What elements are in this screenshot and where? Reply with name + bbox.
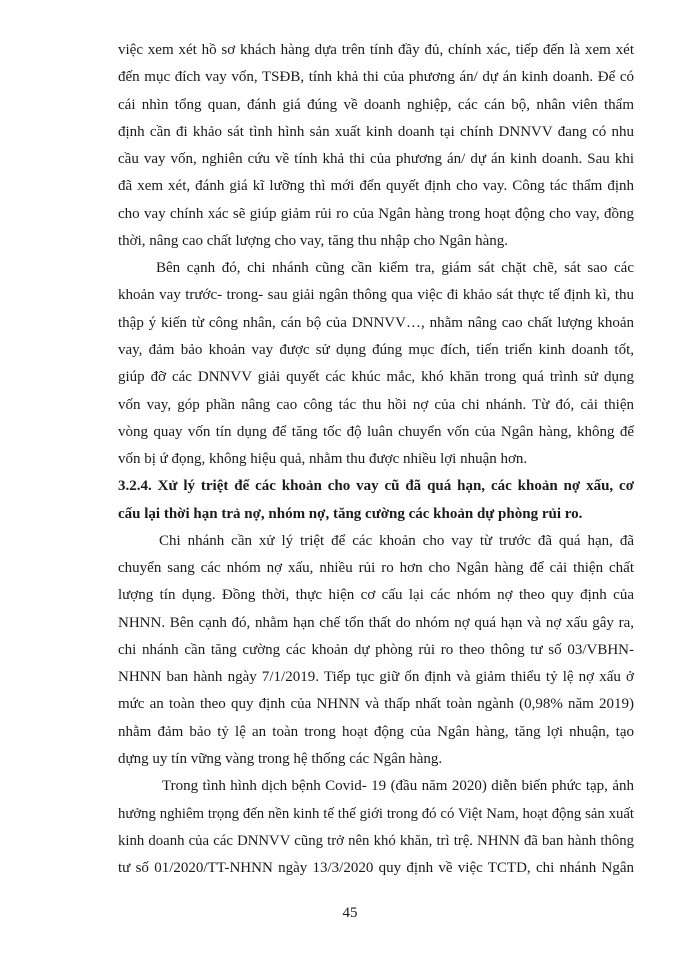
paragraph-line: nhằm đảm bảo tỷ lệ an toàn trong hoạt động của Ngân hàng, tăng lợi nhuận, tạo [118,723,634,740]
paragraph-line: NHNN. Bên cạnh đó, nhằm hạn chế tổn thất do nhóm nợ quá hạn và nợ xấu gây ra, [118,614,634,631]
paragraph-line: NHNN ban hành ngày 7/1/2019. Tiếp tục giữ ổn định và giảm thiểu tỷ lệ nợ xấu ở [118,669,634,686]
paragraph-line: lượng tín dụng. Đồng thời, thực hiện cơ cấu lại các nhóm nợ theo quy định của [118,587,634,604]
paragraph-line: cầu vay vốn, nghiên cứu về tính khả thi của phương án/ dự án kinh doanh. Sau khi [118,151,634,168]
paragraph-line: Chi nhánh cần xử lý triệt để các khoản cho vay từ trước đã quá hạn, đã [159,532,634,549]
paragraph-line: đã xem xét, đánh giá kĩ lưỡng thì mới đến quyết định cho vay. Công tác thẩm định [118,178,634,195]
paragraph-line: hưởng nghiêm trọng đến nền kinh tế thế giới trong đó có Việt Nam, hoạt động sản xuất [118,805,634,822]
paragraph-line: đến mục đích vay vốn, TSĐB, tính khả thi của phương án/ dự án kinh doanh. Để có [118,69,634,86]
paragraph-line: cho vay chính xác sẽ giúp giảm rủi ro của Ngân hàng trong hoạt động cho vay, đồng [118,205,634,222]
paragraph-line: mức an toàn theo quy định của NHNN và thấp nhất toàn ngành (0,98% năm 2019) [118,696,634,713]
paragraph-line: chuyển sang các nhóm nợ xấu, nhiều rủi ro hơn cho Ngân hàng để cải thiện chất [118,560,634,577]
paragraph-line: vay, đảm bảo khoản vay được sử dụng đúng mục đích, tiến triển kinh doanh tốt, [118,341,634,358]
paragraph-line: thập ý kiến từ công nhân, cán bộ của DNNVV…, nhằm nâng cao chất lượng khoản [118,314,634,331]
paragraph-line: chi nhánh cần tăng cường các khoản dự phòng rủi ro theo thông tư số 03/VBHN- [118,641,634,658]
paragraph-line: tư số 01/2020/TT-NHNN ngày 13/3/2020 quy định về việc TCTD, chi nhánh Ngân [118,860,634,876]
paragraph-line: vốn bị ứ đọng, không hiệu quả, nhằm thu được nhiều lợi nhuận hơn. [118,451,528,467]
page-number: 45 [342,905,358,921]
paragraph-line: vốn vay, góp phần nâng cao công tác thu hồi nợ của chi nhánh. Từ đó, cải thiện [118,396,634,413]
paragraph-line: định cần đi khảo sát tình hình sản xuất kinh doanh tại chính DNNVV đang có nhu [118,123,634,140]
paragraph-line: cái nhìn tổng quan, đánh giá đúng về doanh nghiệp, các cán bộ, nhân viên thẩm [118,96,634,113]
paragraph-line: Trong tình hình dịch bệnh Covid- 19 (đầu năm 2020) diễn biến phức tạp, ảnh [162,778,634,795]
paragraph-line: vòng quay vốn tín dụng để tăng tốc độ luân chuyển vốn của Ngân hàng, không để [118,423,634,440]
paragraph-line: giúp đỡ các DNNVV giải quyết các khúc mắc, khó khăn trong quá trình sử dụng [118,369,634,386]
paragraph-line: Bên cạnh đó, chi nhánh cũng cần kiểm tra, giám sát chặt chẽ, sát sao các [156,260,634,277]
paragraph-line: thời, nâng cao chất lượng cho vay, tăng thu nhập cho Ngân hàng. [118,232,508,249]
paragraph-line: dựng uy tín vững vàng trong hệ thống các Ngân hàng. [118,750,443,767]
section-heading: cấu lại thời hạn trả nợ, nhóm nợ, tăng cường các khoản dự phòng rủi ro. [118,505,583,522]
paragraph-line: việc xem xét hồ sơ khách hàng dựa trên tính đầy đủ, chính xác, tiếp đến là xem xét [118,42,634,58]
section-heading: 3.2.4. Xử lý triệt để các khoản cho vay cũ đã quá hạn, các khoản nợ xấu, cơ [118,478,634,495]
paragraph-line: khoản vay trước- trong- sau giải ngân thông qua việc đi khảo sát thực tế định kì, thu [118,287,634,304]
paragraph-line: kinh doanh của các DNNVV cũng trở nên khó khăn, trì trệ. NHNN đã ban hành thông [118,832,634,849]
